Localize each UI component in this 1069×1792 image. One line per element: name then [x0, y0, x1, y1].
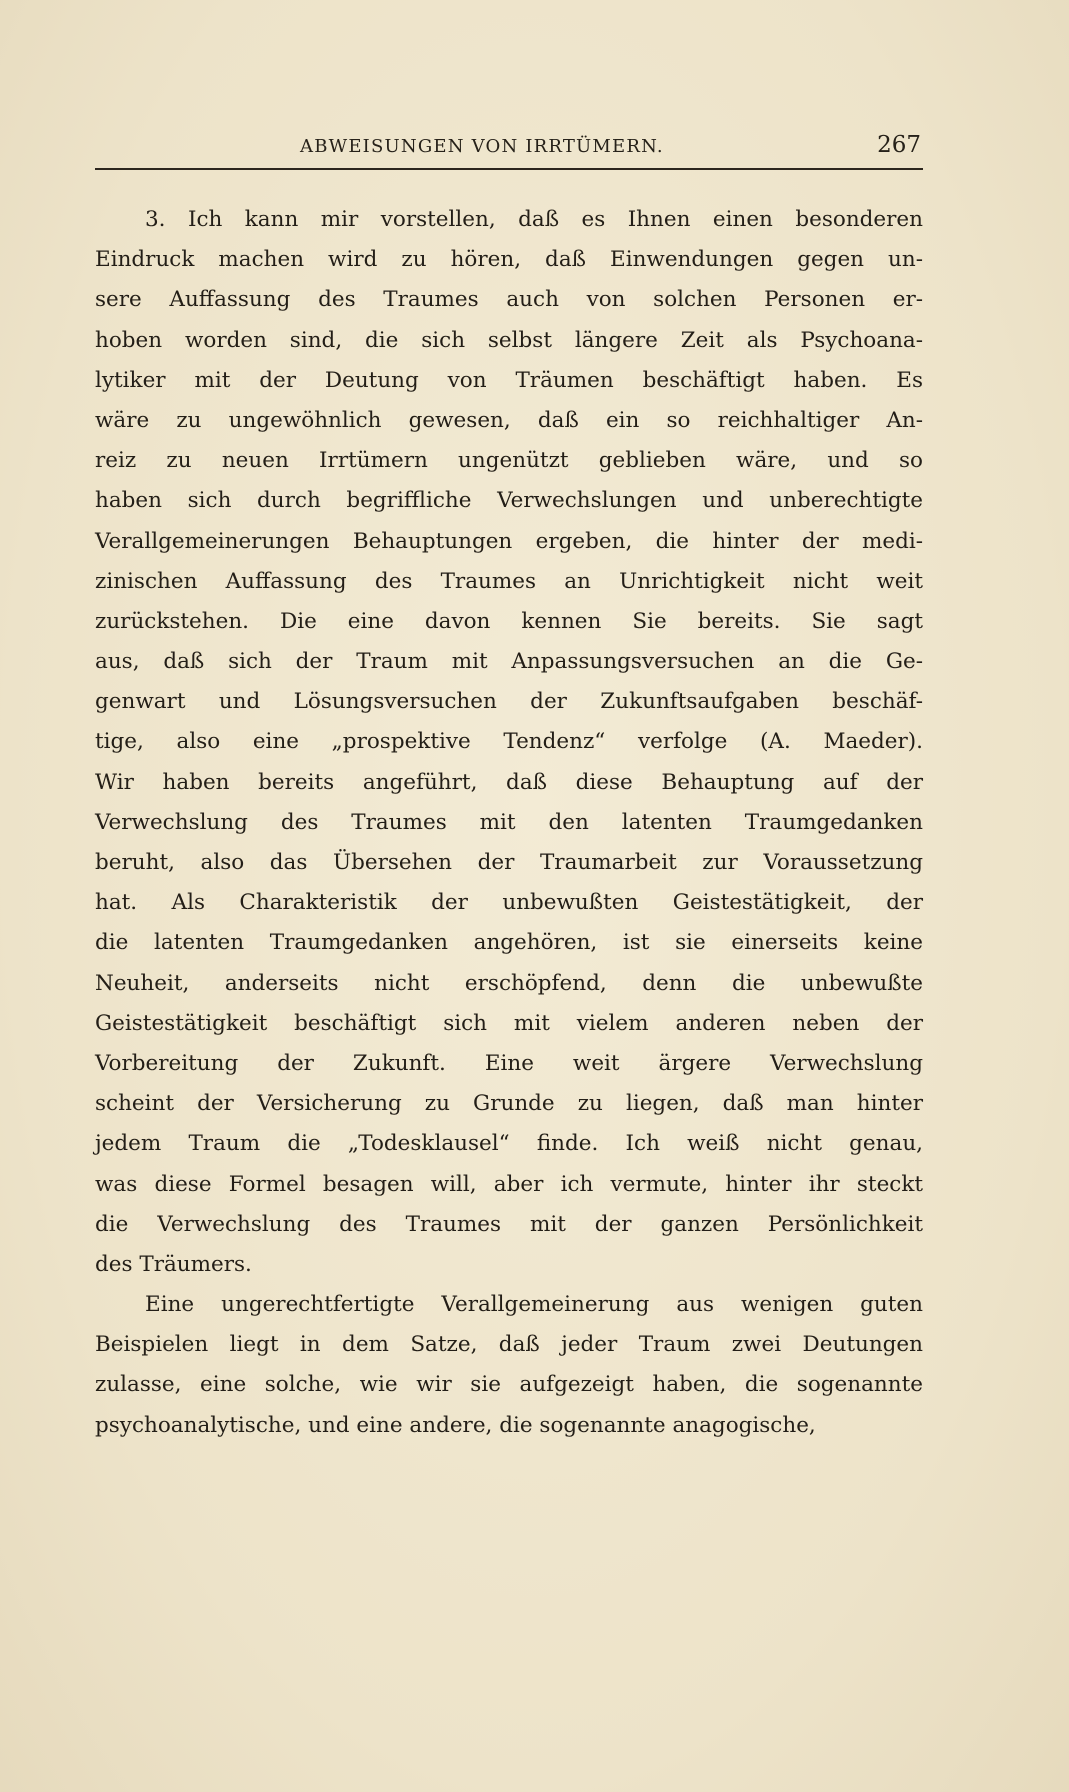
text-line: Eine ungerechtfertigte Verallgemeinerung aus wenigen guten [145, 1292, 923, 1318]
paragraph-1 [95, 200, 923, 1285]
text-line: Wir haben bereits angeführt, daß diese Behauptung auf der [95, 769, 923, 795]
text-line: lytiker mit der Deutung von Träumen beschäftigt haben. Es [95, 367, 923, 393]
header-rule [95, 168, 923, 170]
text-line: scheint der Versicherung zu Grunde zu liegen, daß man hinter [95, 1091, 923, 1117]
text-line: Verallgemeinerungen Behauptungen ergeben, die hinter der medi- [95, 528, 923, 554]
text-line: Verwechslung des Traumes mit den latenten Traumgedanken [95, 809, 923, 835]
body-text [95, 200, 923, 1446]
text-line: sere Auffassung des Traumes auch von solchen Personen er- [95, 287, 923, 313]
text-line: haben sich durch begriffliche Verwechslungen und unberechtigte [95, 488, 923, 514]
page-header [95, 128, 923, 168]
text-line: die Verwechslung des Traumes mit der ganzen Persönlichkeit [95, 1211, 923, 1237]
text-line: reiz zu neuen Irrtümern ungenützt geblieben wäre, und so [95, 448, 923, 474]
text-line: des Träumers. [95, 1251, 252, 1277]
text-line: Neuheit, anderseits nicht erschöpfend, denn die unbewußte [95, 970, 923, 996]
text-line: zulasse, eine solche, wie wir sie aufgezeigt haben, die sogenannte [95, 1372, 923, 1398]
text-line: beruht, also das Übersehen der Traumarbeit zur Voraussetzung [95, 850, 923, 875]
text-line: tige, also eine „prospektive Tendenz“ verfolge (A. Maeder). [95, 729, 923, 755]
text-line: 3. Ich kann mir vorstellen, daß es Ihnen einen besonderen [145, 207, 923, 232]
text-line: Geistestätigkeit beschäftigt sich mit vielem anderen neben der [95, 1010, 923, 1036]
paragraph-2 [95, 1285, 923, 1446]
text-line: hat. Als Charakteristik der unbewußten Geistestätigkeit, der [95, 890, 923, 916]
page-number: 267 [877, 132, 921, 158]
text-line: Beispielen liegt in dem Satze, daß jeder Traum zwei Deutungen [95, 1332, 923, 1358]
text-line: jedem Traum die „Todesklausel“ finde. Ich weiß nicht genau, [95, 1131, 923, 1157]
text-line: die latenten Traumgedanken angehören, ist sie einerseits keine [95, 930, 923, 956]
running-head: ABWEISUNGEN VON IRRTÜMERN. [300, 136, 664, 157]
text-line: Eindruck machen wird zu hören, daß Einwendungen gegen un- [95, 247, 923, 273]
text-line: zinischen Auffassung des Traumes an Unrichtigkeit nicht weit [95, 568, 923, 594]
text-line: zurückstehen. Die eine davon kennen Sie bereits. Sie sagt [95, 608, 923, 634]
text-line: aus, daß sich der Traum mit Anpassungsversuchen an die Ge- [95, 649, 923, 675]
text-line: hoben worden sind, die sich selbst längere Zeit als Psychoana- [95, 327, 923, 353]
text-line: Vorbereitung der Zukunft. Eine weit ärgere Verwechslung [95, 1050, 923, 1076]
text-line: was diese Formel besagen will, aber ich vermute, hinter ihr steckt [95, 1171, 923, 1197]
text-line: wäre zu ungewöhnlich gewesen, daß ein so reichhaltiger An- [95, 407, 923, 433]
text-line: genwart und Lösungsversuchen der Zukunftsaufgaben beschäf- [95, 689, 923, 715]
text-line: psychoanalytische, und eine andere, die sogenannte anagogische, [95, 1412, 816, 1438]
